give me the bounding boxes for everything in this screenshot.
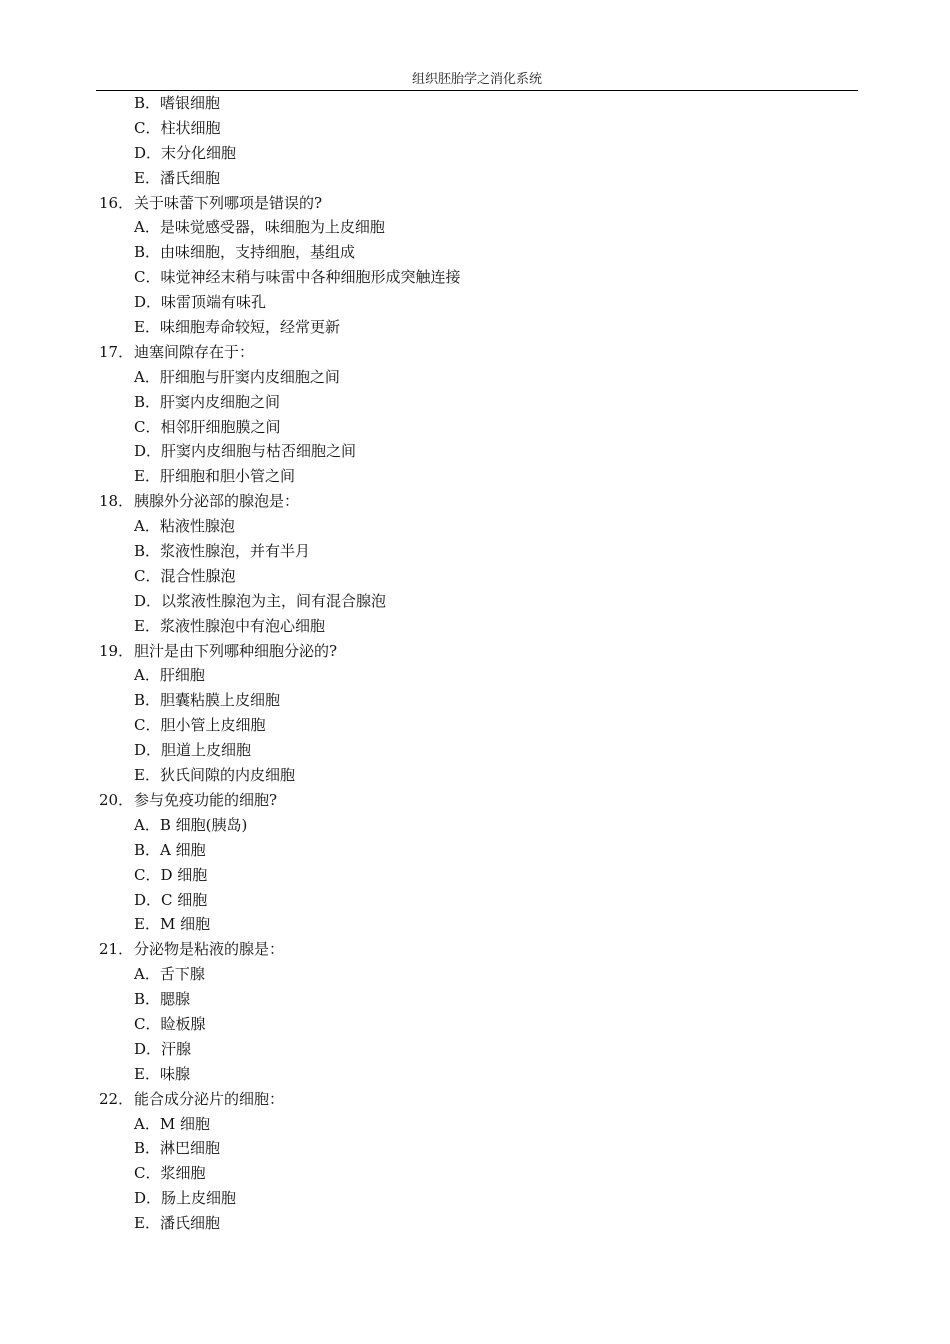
question-16 — [0, 191, 950, 216]
option: B．胆囊粘膜上皮细胞 — [134, 691, 281, 710]
option: D．末分化细胞 — [134, 143, 237, 162]
option: D．肝窦内皮细胞与枯否细胞之间 — [134, 442, 357, 461]
option: B．肝窦内皮细胞之间 — [134, 392, 281, 411]
option: E．狄氏间隙的内皮细胞 — [134, 766, 295, 785]
option: E．浆液性腺泡中有泡心细胞 — [134, 616, 325, 635]
question-text: 分泌物是粘液的腺是： — [134, 940, 285, 959]
question-text: 胆汁是由下列哪种细胞分泌的? — [134, 641, 338, 660]
option: E．潘氏细胞 — [134, 168, 220, 187]
question-18 — [0, 489, 950, 514]
option: B．腮腺 — [134, 990, 191, 1009]
document-body — [0, 91, 950, 1236]
option: A．肝细胞与肝窦内皮细胞之间 — [134, 367, 340, 386]
option: E．M 细胞 — [134, 915, 211, 934]
option: A．舌下腺 — [134, 965, 205, 984]
option: A．是味觉感受器，味细胞为上皮细胞 — [134, 218, 385, 237]
option: B．由味细胞，支持细胞，基组成 — [134, 243, 356, 262]
option: B．淋巴细胞 — [134, 1139, 221, 1158]
question-text: 胰腺外分泌部的腺泡是： — [134, 492, 300, 511]
question-17 — [0, 340, 950, 365]
option: C．睑板腺 — [134, 1014, 206, 1033]
option: D．C 细胞 — [134, 890, 208, 909]
header-title: 组织胚胎学之消化系统 — [411, 72, 542, 87]
question-number: 21． — [99, 940, 134, 959]
option: C．相邻肝细胞膜之间 — [134, 417, 281, 436]
question-20 — [0, 788, 950, 813]
option: D．胆道上皮细胞 — [134, 741, 252, 760]
question-text: 能合成分泌片的细胞： — [134, 1089, 285, 1108]
question-22 — [0, 1087, 950, 1112]
option: C．胆小管上皮细胞 — [134, 716, 266, 735]
question-text: 迪塞间隙存在于： — [134, 342, 255, 361]
option: C．混合性腺泡 — [134, 566, 236, 585]
option: D．味雷顶端有味孔 — [134, 293, 267, 312]
question-19 — [0, 639, 950, 664]
option: A．B 细胞(胰岛) — [134, 815, 248, 834]
question-number: 18． — [99, 492, 134, 511]
question-number: 19． — [99, 641, 134, 660]
question-text: 参与免疫功能的细胞? — [134, 790, 278, 809]
option: B．浆液性腺泡，并有半月 — [134, 542, 311, 561]
option: B．嗜银细胞 — [134, 94, 221, 112]
option: E．味腺 — [134, 1064, 190, 1083]
option: E．肝细胞和胆小管之间 — [134, 467, 295, 486]
option: D．汗腺 — [134, 1039, 192, 1058]
question-number: 16． — [99, 193, 134, 212]
question-text: 关于味蕾下列哪项是错误的? — [134, 193, 323, 212]
option: C．D 细胞 — [134, 865, 208, 884]
option: C．柱状细胞 — [134, 118, 221, 137]
question-21 — [0, 937, 950, 962]
option: C．浆细胞 — [134, 1164, 206, 1183]
option: E．潘氏细胞 — [134, 1214, 220, 1233]
option: A．M 细胞 — [134, 1114, 210, 1133]
question-number: 22． — [99, 1089, 134, 1108]
option: D．以浆液性腺泡为主，间有混合腺泡 — [134, 591, 387, 610]
option: E．味细胞寿命较短，经常更新 — [134, 318, 340, 337]
page-header — [96, 72, 858, 91]
option: C．味觉神经末稍与味雷中各种细胞形成突触连接 — [134, 268, 461, 287]
question-number: 17． — [99, 342, 134, 361]
option: D．肠上皮细胞 — [134, 1189, 237, 1208]
option: A．肝细胞 — [134, 666, 205, 685]
question-number: 20． — [99, 790, 134, 809]
option: B．A 细胞 — [134, 840, 206, 859]
option: A．粘液性腺泡 — [134, 517, 235, 536]
